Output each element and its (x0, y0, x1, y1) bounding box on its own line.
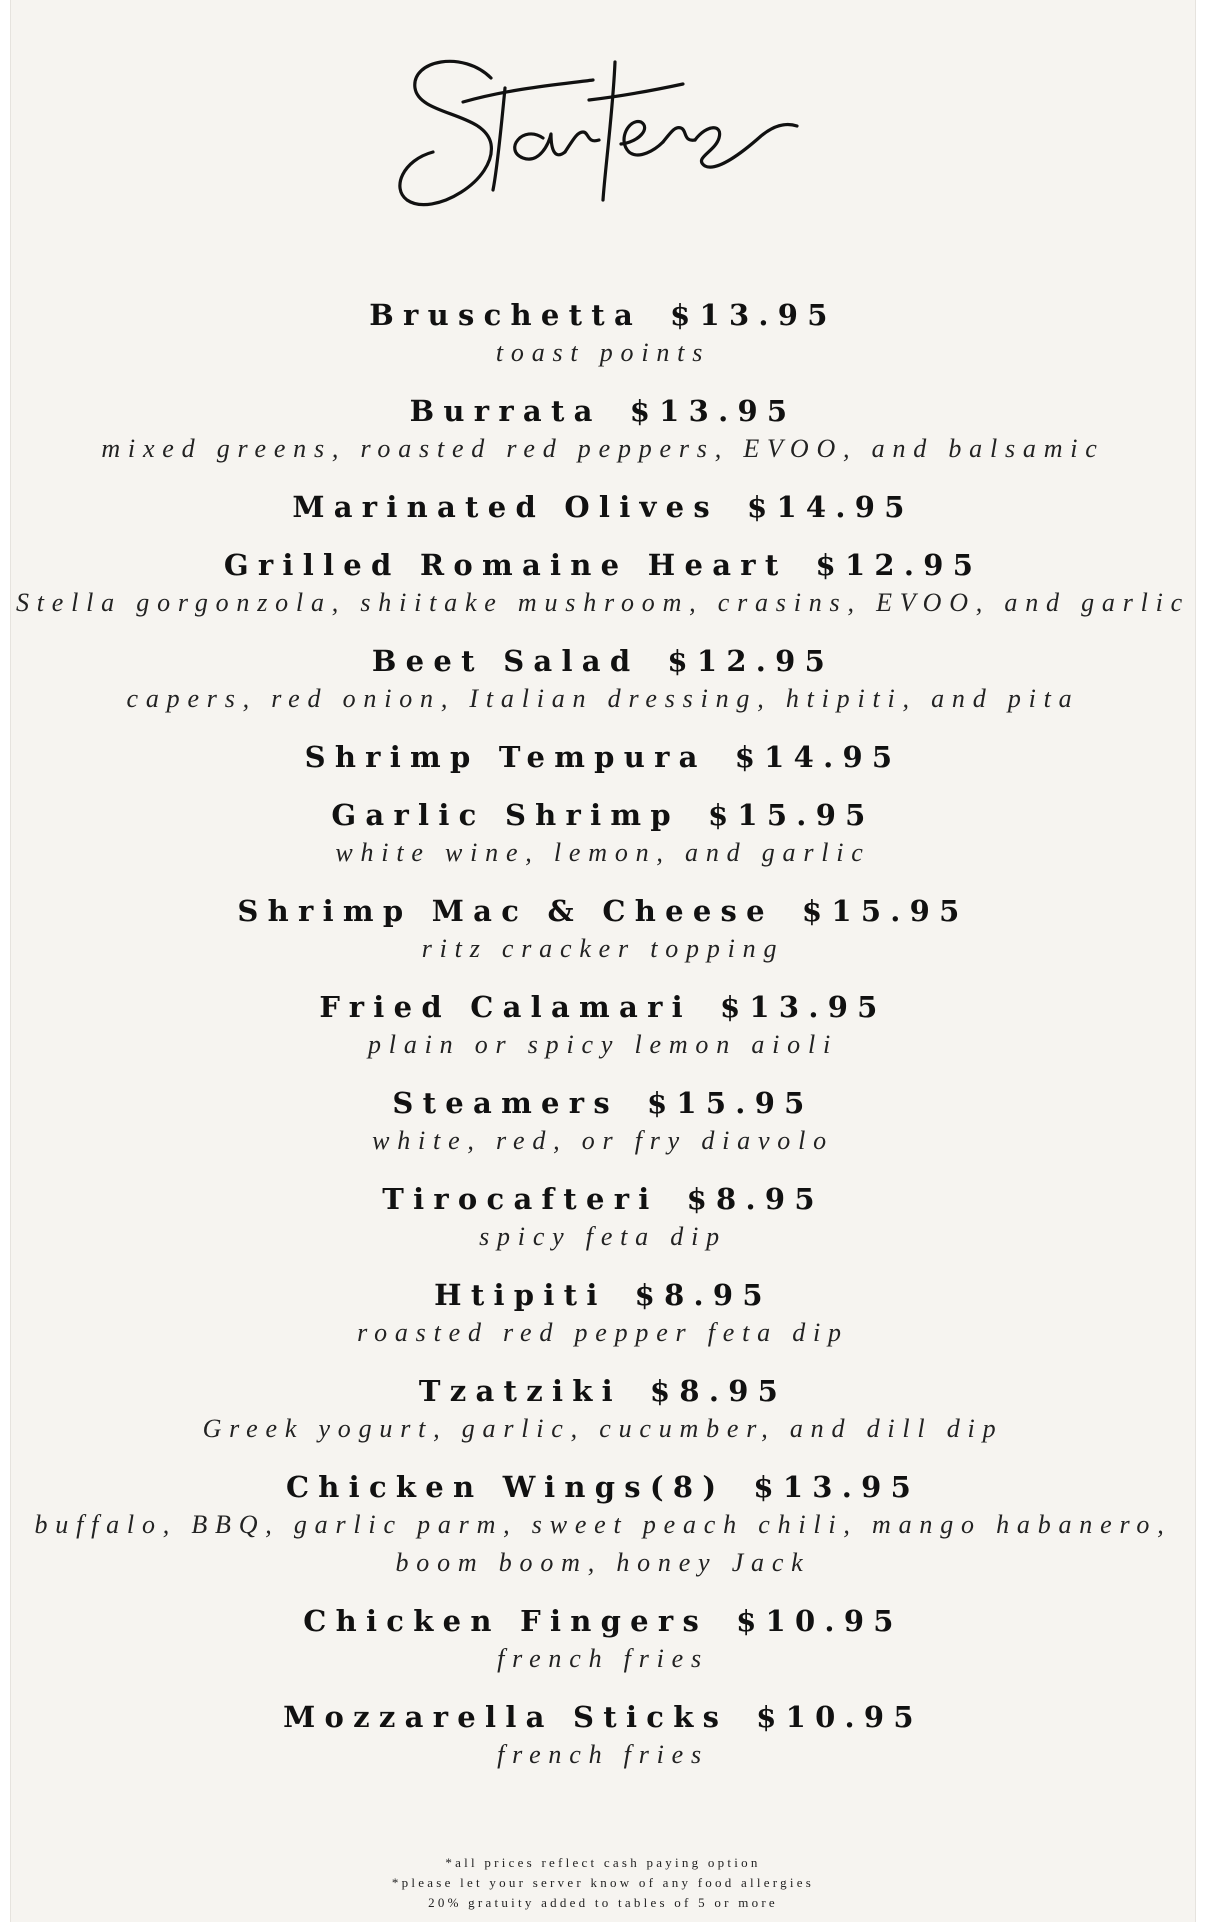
item-price: $8.95 (634, 1278, 772, 1312)
item-description: white wine, lemon, and garlic (335, 838, 871, 867)
footer-notes (11, 1853, 1195, 1913)
menu-title (11, 40, 1195, 230)
item-name: Grilled Romaine Heart (223, 548, 788, 582)
starters-list (11, 296, 1195, 1774)
menu-item (11, 296, 1195, 372)
menu-item (11, 1180, 1195, 1256)
cash-price-note: *all prices reflect cash paying option (445, 1855, 761, 1870)
item-name: Fried Calamari (319, 990, 692, 1024)
item-name: Htipiti (434, 1278, 607, 1312)
item-name: Tzatziki (418, 1374, 622, 1408)
item-name: Steamers (392, 1086, 619, 1120)
item-name: Chicken Wings(8) (285, 1470, 726, 1504)
item-price: $8.95 (686, 1182, 824, 1216)
item-price: $12.95 (815, 548, 983, 582)
item-name: Shrimp Mac & Cheese (237, 894, 774, 928)
item-name: Marinated Olives (292, 490, 719, 524)
gratuity-note: 20% gratuity added to tables of 5 or more (428, 1895, 778, 1910)
menu-item (11, 738, 1195, 776)
menu-item (11, 1276, 1195, 1352)
menu-item (11, 1698, 1195, 1774)
menu-item (11, 796, 1195, 872)
item-price: $13.95 (629, 394, 797, 428)
item-description: roasted red pepper feta dip (357, 1318, 849, 1347)
item-price: $14.95 (734, 740, 902, 774)
item-description: Greek yogurt, garlic, cucumber, and dill dip (202, 1414, 1004, 1443)
starters-script-title (393, 40, 813, 230)
item-price: $13.95 (719, 990, 887, 1024)
item-name: Beet Salad (371, 644, 640, 678)
menu-item (11, 1602, 1195, 1678)
item-price: $15.95 (707, 798, 875, 832)
item-price: $8.95 (649, 1374, 788, 1408)
menu-item (11, 392, 1195, 468)
item-description-line-2: boom boom, honey Jack (395, 1548, 811, 1577)
menu-item (11, 488, 1195, 526)
menu-item (11, 1468, 1195, 1582)
item-description: french fries (497, 1644, 709, 1673)
menu-item (11, 1084, 1195, 1160)
item-name: Chicken Fingers (303, 1604, 709, 1638)
item-price: $10.95 (756, 1700, 923, 1734)
item-name: Burrata (409, 394, 602, 428)
item-description: Stella gorgonzola, shiitake mushroom, crasins, EVOO, and garlic (15, 588, 1191, 617)
item-name: Shrimp Tempura (304, 740, 707, 774)
item-name: Garlic Shrimp (331, 798, 680, 832)
item-name: Tirocafteri (382, 1182, 659, 1216)
menu-item (11, 892, 1195, 968)
menu-item (11, 642, 1195, 718)
item-description: buffalo, BBQ, garlic parm, sweet peach chili, mango habanero, (34, 1510, 1172, 1539)
allergy-note: *please let your server know of any food allergies (391, 1875, 815, 1890)
item-description: plain or spicy lemon aioli (368, 1030, 838, 1059)
item-price: $12.95 (667, 644, 835, 678)
item-description: mixed greens, roasted red peppers, EVOO, and balsamic (101, 434, 1105, 463)
item-price: $10.95 (736, 1604, 903, 1638)
item-price: $15.95 (646, 1086, 814, 1120)
item-description: french fries (497, 1740, 709, 1769)
item-description: white, red, or fry diavolo (372, 1126, 834, 1155)
menu-page (10, 0, 1196, 1922)
item-description: ritz cracker topping (421, 934, 785, 963)
item-price: $14.95 (747, 490, 914, 524)
item-description: toast points (495, 338, 711, 367)
item-description: capers, red onion, Italian dressing, htipiti, and pita (126, 684, 1080, 713)
item-name: Mozzarella Sticks (283, 1700, 729, 1734)
item-description: spicy feta dip (479, 1222, 727, 1251)
item-price: $15.95 (801, 894, 969, 928)
menu-item (11, 546, 1195, 622)
item-price: $13.95 (753, 1470, 921, 1504)
menu-item (11, 988, 1195, 1064)
menu-item (11, 1372, 1195, 1448)
item-price: $13.95 (670, 298, 837, 332)
item-name: Bruschetta (369, 298, 643, 332)
